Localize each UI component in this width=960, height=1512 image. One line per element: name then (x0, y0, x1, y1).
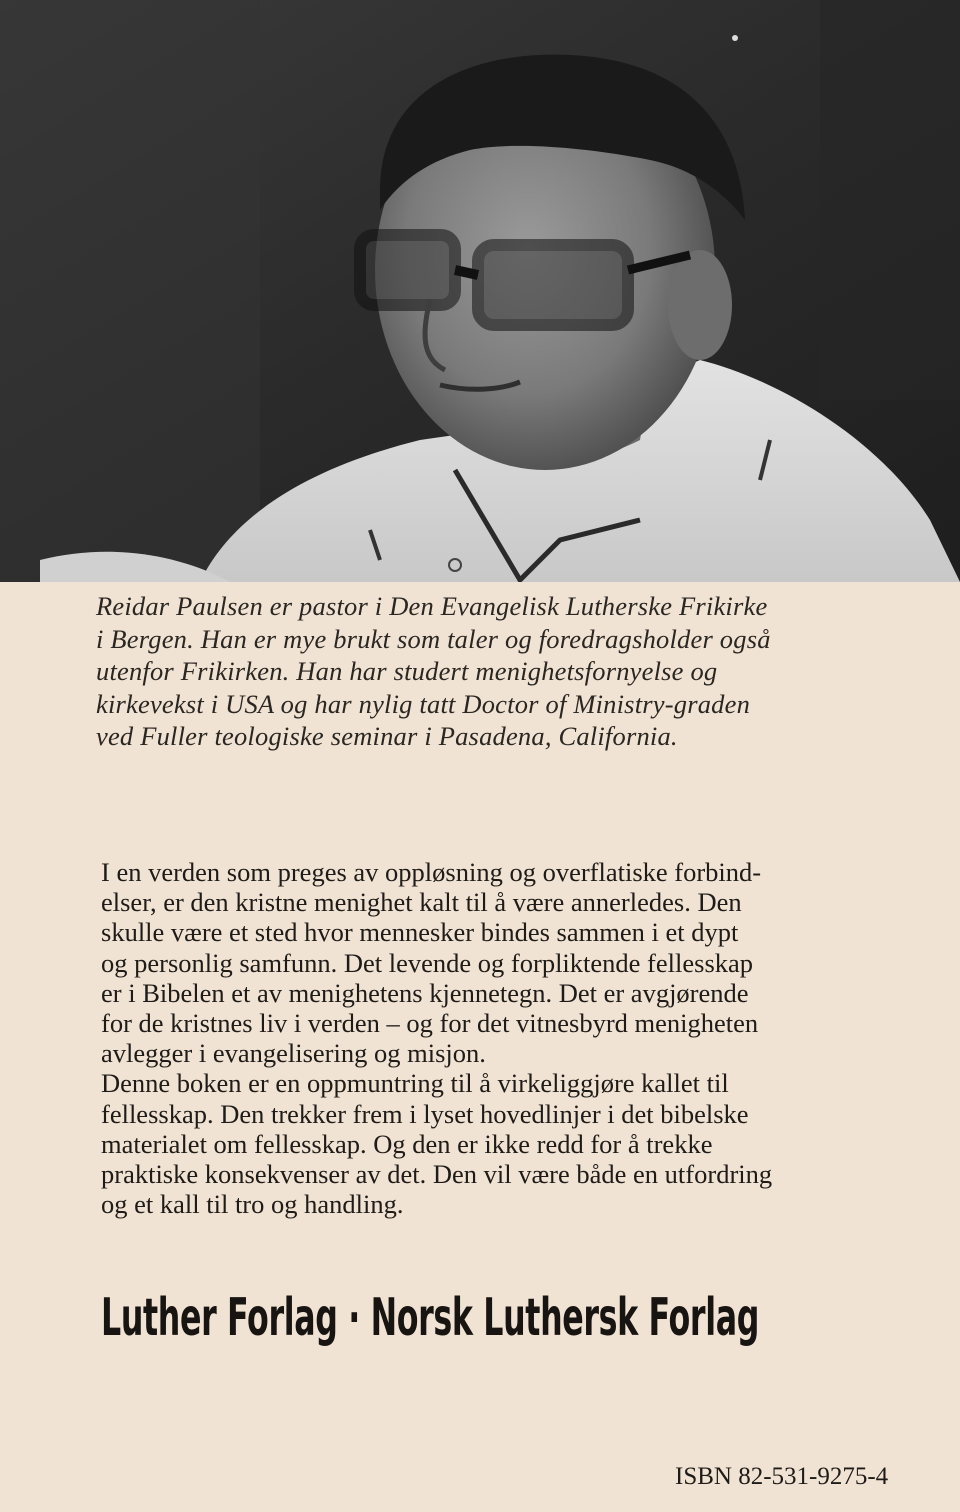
description-line: og et kall til tro og handling. (101, 1189, 404, 1220)
isbn-number: ISBN 82-531-9275-4 (675, 1463, 889, 1490)
description-line: I en verden som preges av oppløsning og overflatiske forbind- (101, 857, 762, 887)
author-photo (0, 0, 960, 582)
bio-line: Reidar Paulsen er pastor i Den Evangelisk Lutherske Frikirke (96, 591, 768, 621)
bio-line: ved Fuller teologiske seminar i Pasadena, California. (96, 721, 678, 752)
bio-line: kirkevekst i USA og har nylig tatt Doctor of Ministry-graden (96, 688, 751, 719)
description-line: er i Bibelen et av menighetens kjennetegn. Det er avgjørende (101, 977, 749, 1008)
book-description (101, 857, 941, 1219)
bio-line: utenfor Frikirken. Han har studert menighetsfornyelse og (96, 656, 718, 687)
description-line: fellesskap. Den trekker frem i lyset hovedlinjer i det bibelske (101, 1098, 749, 1129)
publisher-name: Luther Forlag · Norsk Luthersk Forlag (101, 1287, 760, 1348)
description-line: praktiske konsekvenser av det. Den vil være både en utfordring (101, 1159, 773, 1190)
description-line: og personlig samfunn. Det levende og forpliktende fellesskap (101, 947, 754, 978)
description-line: Denne boken er en oppmuntring til å virkeliggjøre kallet til (101, 1068, 729, 1099)
author-bio (96, 590, 926, 753)
author-portrait-image (0, 0, 960, 582)
description-line: materialet om fellesskap. Og den er ikke redd for å trekke (101, 1128, 713, 1159)
description-line: for de kristnes liv i verden – og for det vitnesbyrd menigheten (101, 1008, 759, 1039)
description-line: skulle være et sted hvor mennesker bindes sammen i et dypt (101, 917, 739, 948)
bio-line: i Bergen. Han er mye brukt som taler og foredragsholder også (96, 623, 771, 654)
description-line: avlegger i evangelisering og misjon. (101, 1038, 486, 1069)
description-line: elser, er den kristne menighet kalt til å være annerledes. Den (101, 887, 742, 918)
